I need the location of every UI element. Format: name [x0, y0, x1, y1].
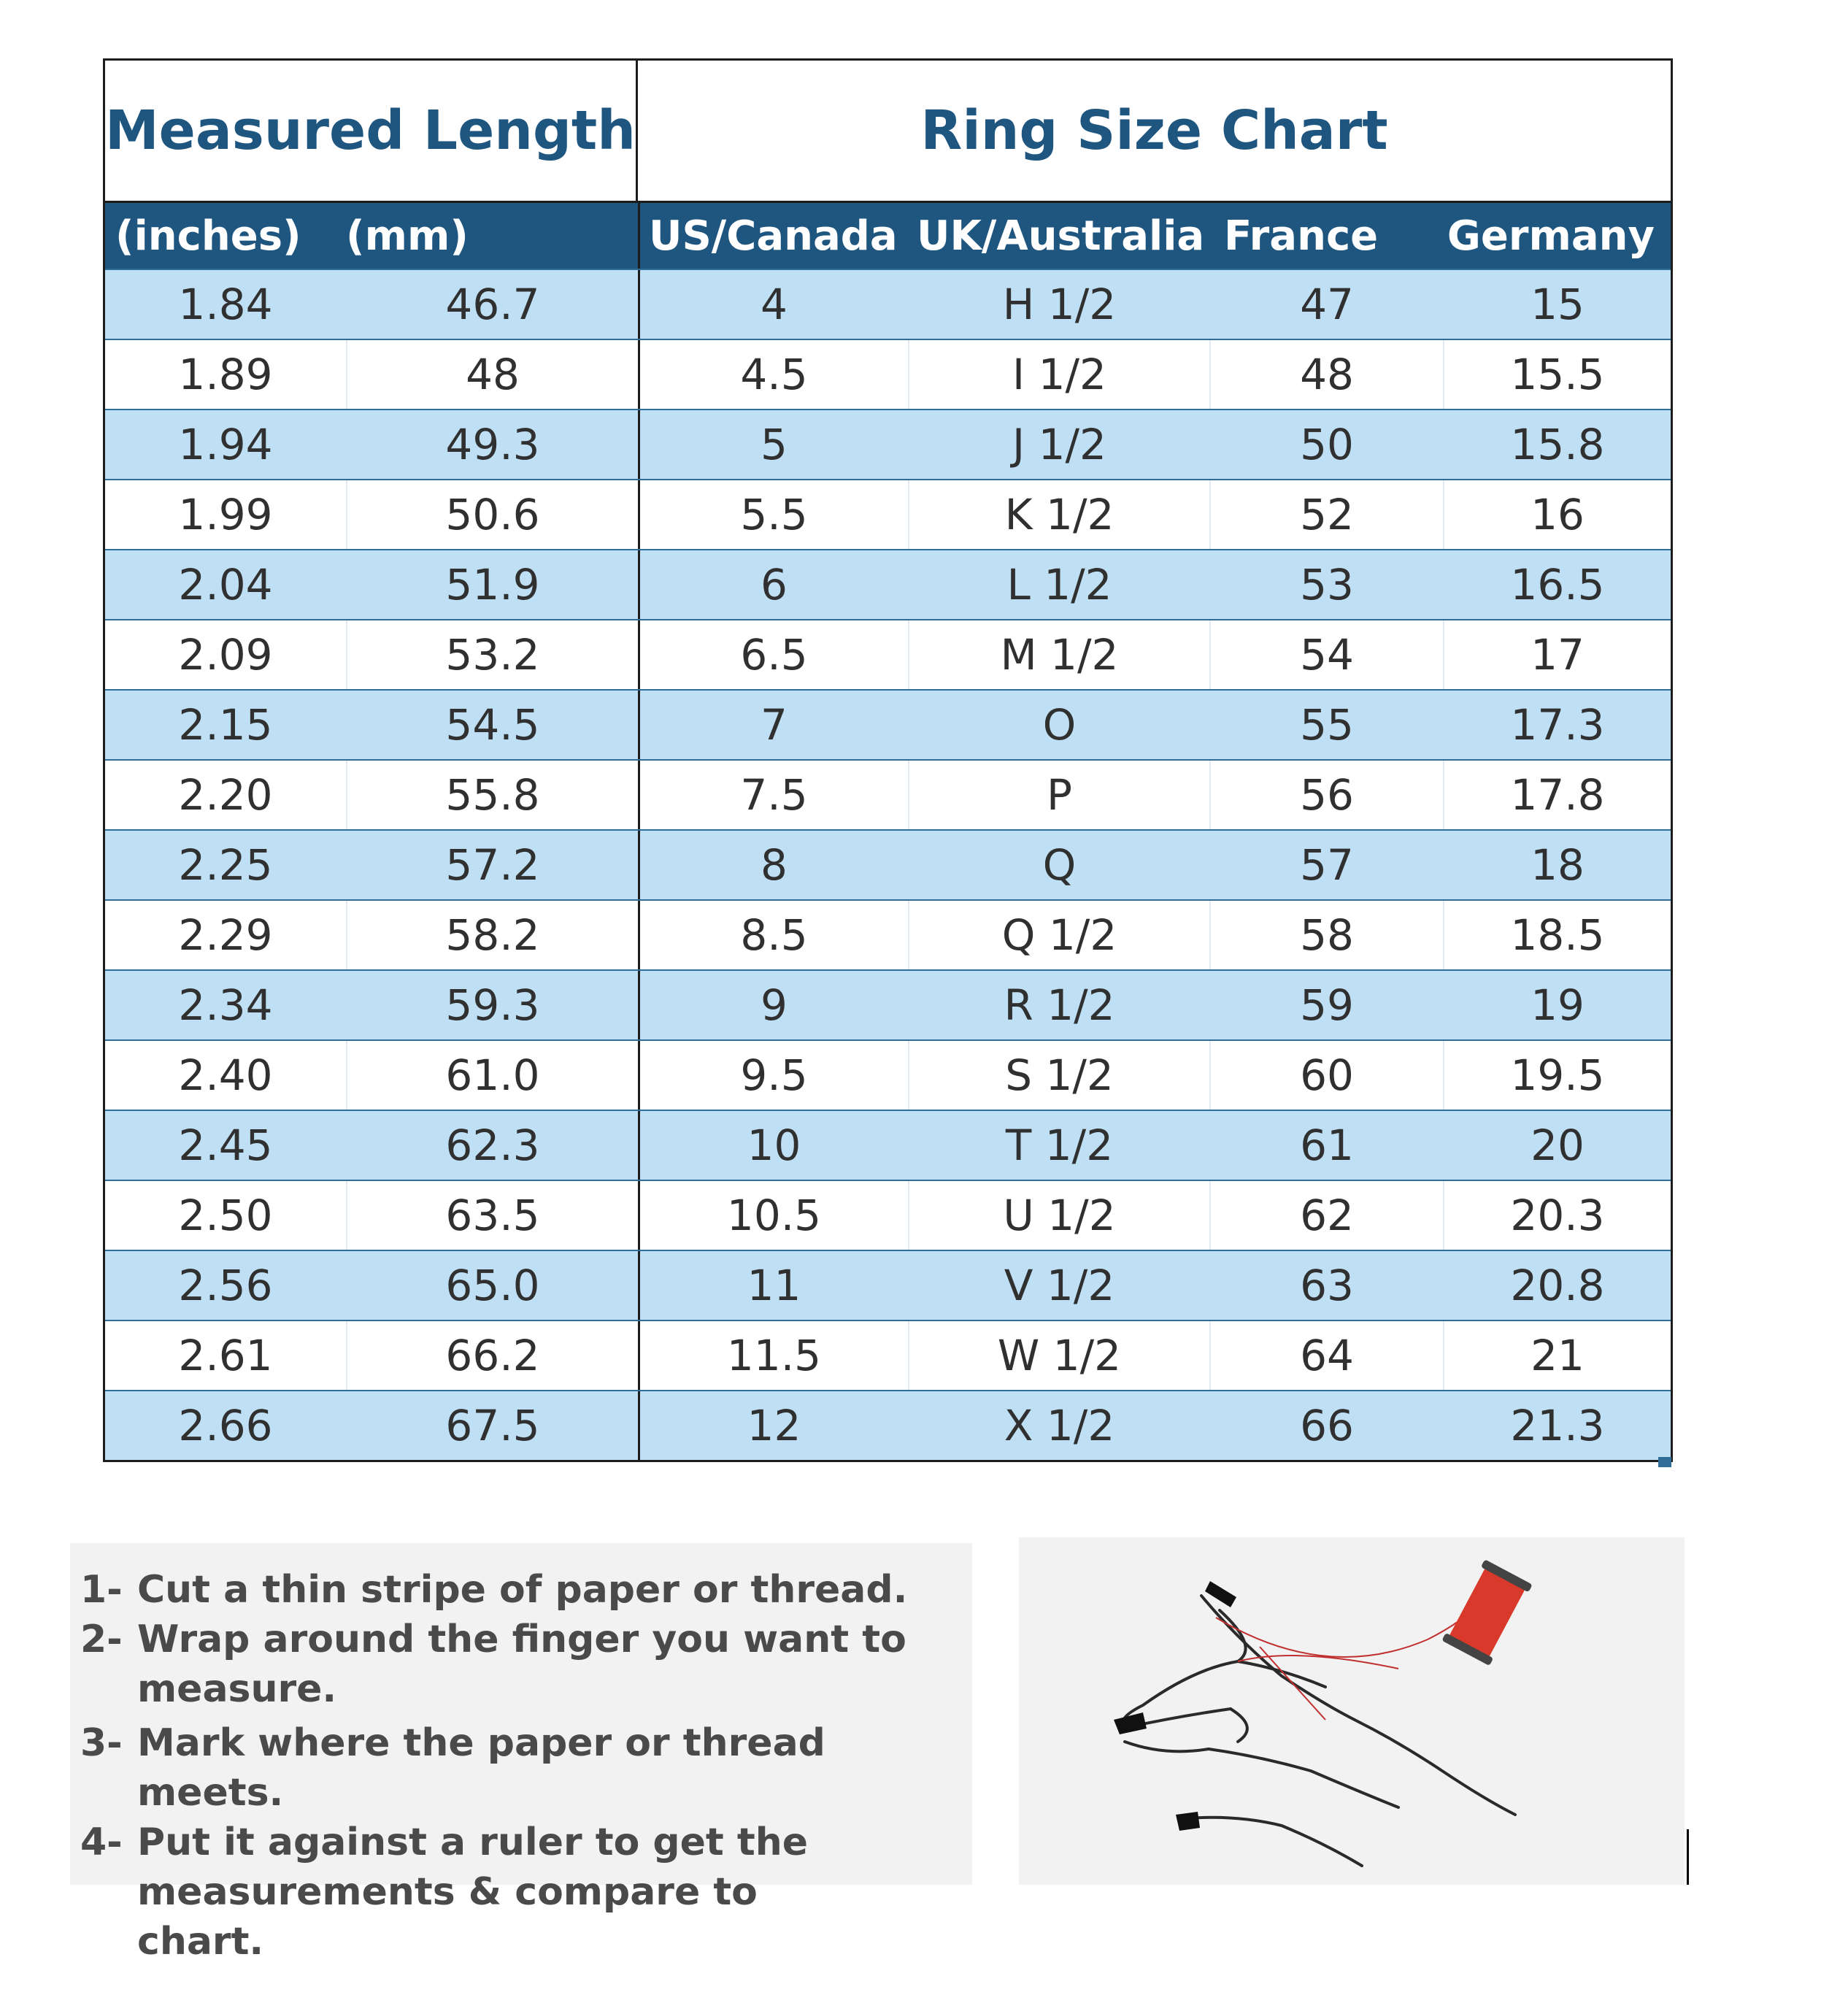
- uk-australia-cell: P: [908, 761, 1209, 829]
- mm-cell: 53.2: [346, 620, 638, 689]
- germany-cell: 17: [1443, 620, 1671, 689]
- france-cell: 61: [1209, 1111, 1443, 1180]
- table-row: [105, 549, 1671, 619]
- france-cell: 55: [1209, 691, 1443, 759]
- uk-australia-cell: M 1/2: [908, 620, 1209, 689]
- france-cell: 52: [1209, 480, 1443, 549]
- inches-cell: 1.84: [178, 280, 273, 329]
- table-row: [105, 1320, 1671, 1390]
- inches-cell: 1.99: [178, 490, 273, 539]
- inches-cell: 2.40: [178, 1050, 273, 1100]
- inches-cell: 2.29: [178, 910, 273, 960]
- step-number: 2-: [80, 1618, 123, 1661]
- mm-cell: 59.3: [346, 971, 638, 1039]
- us-canada-cell: 5.5: [638, 480, 908, 549]
- table-row: [105, 1390, 1671, 1460]
- uk-australia-cell: Q 1/2: [908, 901, 1209, 969]
- us-canada-cell: 5: [638, 410, 908, 479]
- header-us-canada: US/Canada: [638, 203, 908, 269]
- inches-cell: 1.89: [178, 350, 273, 399]
- mm-cell: 48: [346, 340, 638, 409]
- header-france: France: [1224, 212, 1379, 260]
- germany-cell: 18: [1443, 831, 1671, 899]
- uk-australia-cell: T 1/2: [908, 1111, 1209, 1180]
- us-canada-cell: 8.5: [638, 901, 908, 969]
- us-canada-cell: 12: [638, 1391, 908, 1460]
- germany-cell: 20.8: [1443, 1251, 1671, 1320]
- inches-cell: 2.20: [178, 770, 273, 820]
- chart-title-row: [105, 61, 1671, 203]
- table-row: [105, 1110, 1671, 1180]
- mm-cell: 63.5: [346, 1181, 638, 1250]
- france-cell: 64: [1209, 1321, 1443, 1390]
- table-row: [105, 339, 1671, 409]
- table-row: [105, 689, 1671, 759]
- germany-cell: 16.5: [1443, 550, 1671, 619]
- mm-cell: 46.7: [346, 270, 638, 339]
- table-row: [105, 829, 1671, 899]
- france-cell: 50: [1209, 410, 1443, 479]
- us-canada-cell: 9.5: [638, 1041, 908, 1110]
- mm-cell: 61.0: [346, 1041, 638, 1110]
- mm-cell: 57.2: [346, 831, 638, 899]
- mm-cell: 67.5: [346, 1391, 638, 1460]
- hand-illustration-svg: [1019, 1537, 1685, 1885]
- uk-australia-cell: U 1/2: [908, 1181, 1209, 1250]
- ring-size-chart: [103, 58, 1673, 1462]
- uk-australia-cell: Q: [908, 831, 1209, 899]
- header-uk-australia: UK/Australia: [917, 212, 1205, 260]
- us-canada-cell: 10.5: [638, 1181, 908, 1250]
- thread-spool-icon: [1441, 1559, 1532, 1666]
- uk-australia-cell: I 1/2: [908, 340, 1209, 409]
- instruction-step-4: [80, 1818, 972, 1967]
- mm-cell: 58.2: [346, 901, 638, 969]
- mm-cell: 51.9: [346, 550, 638, 619]
- us-canada-cell: 11.5: [638, 1321, 908, 1390]
- inches-cell: 2.56: [178, 1261, 273, 1310]
- instruction-step-3: [80, 1718, 972, 1818]
- step-text: Wrap around the finger you want to measure.: [137, 1618, 906, 1711]
- inches-cell: 2.61: [178, 1331, 273, 1380]
- inches-cell: 1.94: [178, 420, 273, 469]
- us-canada-cell: 11: [638, 1251, 908, 1320]
- mm-cell: 65.0: [346, 1251, 638, 1320]
- uk-australia-cell: K 1/2: [908, 480, 1209, 549]
- text-cursor: [1687, 1829, 1689, 1885]
- table-row: [105, 1250, 1671, 1320]
- measuring-instructions: [70, 1543, 972, 1964]
- germany-cell: 20: [1443, 1111, 1671, 1180]
- france-cell: 57: [1209, 831, 1443, 899]
- uk-australia-cell: S 1/2: [908, 1041, 1209, 1110]
- step-number: 3-: [80, 1721, 123, 1765]
- step-number: 4-: [80, 1821, 123, 1864]
- header-germany: Germany: [1447, 212, 1655, 260]
- ring-size-chart-title: Ring Size Chart: [920, 99, 1388, 162]
- column-header-row: [105, 203, 1671, 269]
- uk-australia-cell: R 1/2: [908, 971, 1209, 1039]
- us-canada-cell: 6: [638, 550, 908, 619]
- france-cell: 59: [1209, 971, 1443, 1039]
- inches-cell: 2.50: [178, 1191, 273, 1240]
- mm-cell: 49.3: [346, 410, 638, 479]
- mm-cell: 62.3: [346, 1111, 638, 1180]
- table-row: [105, 269, 1671, 339]
- step-text: Put it against a ruler to get the measurements & compare to chart.: [137, 1821, 809, 1964]
- uk-australia-cell: H 1/2: [908, 270, 1209, 339]
- france-cell: 47: [1209, 270, 1443, 339]
- step-text: Mark where the paper or thread meets.: [137, 1721, 825, 1815]
- inches-cell: 2.15: [178, 700, 273, 750]
- table-row: [105, 409, 1671, 479]
- uk-australia-cell: O: [908, 691, 1209, 759]
- instruction-step-2: [80, 1615, 972, 1714]
- header-mm: (mm): [346, 212, 469, 260]
- measured-length-title: Measured Length: [105, 61, 638, 201]
- france-cell: 48: [1209, 340, 1443, 409]
- mm-cell: 66.2: [346, 1321, 638, 1390]
- mm-cell: 55.8: [346, 761, 638, 829]
- uk-australia-cell: L 1/2: [908, 550, 1209, 619]
- uk-australia-cell: J 1/2: [908, 410, 1209, 479]
- uk-australia-cell: W 1/2: [908, 1321, 1209, 1390]
- inches-cell: 2.34: [178, 980, 273, 1030]
- france-cell: 60: [1209, 1041, 1443, 1110]
- germany-cell: 16: [1443, 480, 1671, 549]
- germany-cell: 17.3: [1443, 691, 1671, 759]
- us-canada-cell: 4.5: [638, 340, 908, 409]
- germany-cell: 19: [1443, 971, 1671, 1039]
- germany-cell: 20.3: [1443, 1181, 1671, 1250]
- us-canada-cell: 7.5: [638, 761, 908, 829]
- instruction-step-1: [80, 1565, 972, 1615]
- table-row: [105, 1039, 1671, 1110]
- step-text: Cut a thin stripe of paper or thread.: [137, 1568, 908, 1612]
- us-canada-cell: 8: [638, 831, 908, 899]
- uk-australia-cell: X 1/2: [908, 1391, 1209, 1460]
- table-row: [105, 899, 1671, 969]
- germany-cell: 19.5: [1443, 1041, 1671, 1110]
- inches-cell: 2.66: [178, 1401, 273, 1450]
- step-number: 1-: [80, 1568, 123, 1612]
- mm-cell: 50.6: [346, 480, 638, 549]
- table-body: [105, 269, 1671, 1460]
- table-row: [105, 759, 1671, 829]
- inches-cell: 2.09: [178, 630, 273, 680]
- table-row: [105, 479, 1671, 549]
- germany-cell: 17.8: [1443, 761, 1671, 829]
- uk-australia-cell: V 1/2: [908, 1251, 1209, 1320]
- germany-cell: 21: [1443, 1321, 1671, 1390]
- france-cell: 66: [1209, 1391, 1443, 1460]
- us-canada-cell: 10: [638, 1111, 908, 1180]
- france-cell: 53: [1209, 550, 1443, 619]
- germany-cell: 18.5: [1443, 901, 1671, 969]
- france-cell: 63: [1209, 1251, 1443, 1320]
- us-canada-cell: 7: [638, 691, 908, 759]
- inches-cell: 2.25: [178, 840, 273, 890]
- table-row: [105, 619, 1671, 689]
- france-cell: 56: [1209, 761, 1443, 829]
- mm-cell: 54.5: [346, 691, 638, 759]
- table-row: [105, 969, 1671, 1039]
- france-cell: 62: [1209, 1181, 1443, 1250]
- inches-cell: 2.04: [178, 560, 273, 610]
- france-cell: 58: [1209, 901, 1443, 969]
- header-inches: (inches): [115, 212, 301, 260]
- us-canada-cell: 6.5: [638, 620, 908, 689]
- germany-cell: 15.8: [1443, 410, 1671, 479]
- resize-handle-icon: [1658, 1457, 1671, 1467]
- germany-cell: 21.3: [1443, 1391, 1671, 1460]
- us-canada-cell: 9: [638, 971, 908, 1039]
- inches-cell: 2.45: [178, 1120, 273, 1170]
- germany-cell: 15: [1443, 270, 1671, 339]
- germany-cell: 15.5: [1443, 340, 1671, 409]
- table-row: [105, 1180, 1671, 1250]
- hand-measuring-finger-with-thread-icon: [1019, 1537, 1685, 1885]
- us-canada-cell: 4: [638, 270, 908, 339]
- france-cell: 54: [1209, 620, 1443, 689]
